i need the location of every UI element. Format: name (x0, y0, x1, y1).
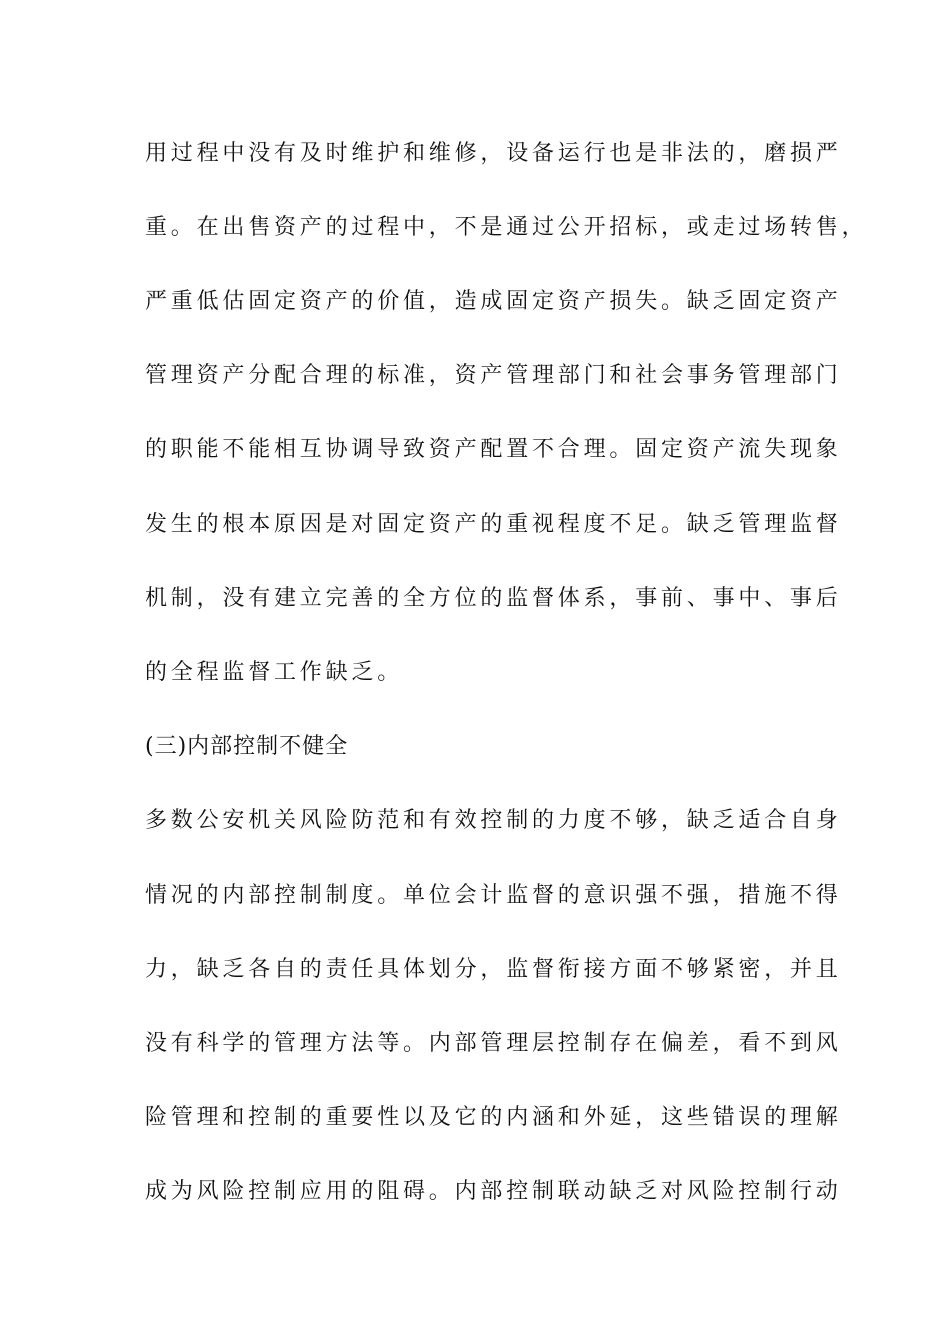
paragraph-line: 情况的内部控制制度。单位会计监督的意识强不强，措施不得 (145, 883, 842, 908)
paragraph-line: 多数公安机关风险防范和有效控制的力度不够，缺乏适合自身 (145, 808, 842, 833)
paragraph-line: 没有科学的管理方法等。内部管理层控制存在偏差，看不到风 (145, 1031, 842, 1056)
paragraph-line: 的全程监督工作缺乏。 (145, 660, 404, 685)
paragraph-line: 成为风险控制应用的阻碍。内部控制联动缺乏对风险控制行动 (145, 1179, 842, 1204)
paragraph-line: 管理资产分配合理的标准，资产管理部门和社会事务管理部门 (145, 363, 842, 388)
paragraph-line: 的职能不能相互协调导致资产配置不合理。固定资产流失现象 (145, 437, 842, 462)
paragraph-line: 严重低估固定资产的价值，造成固定资产损失。缺乏固定资产 (145, 289, 842, 314)
paragraph-line: 险管理和控制的重要性以及它的内涵和外延，这些错误的理解 (145, 1105, 842, 1130)
paragraph-line: 重。在出售资产的过程中，不是通过公开招标，或走过场转售， (145, 215, 868, 240)
paragraph-line: 用过程中没有及时维护和维修，设备运行也是非法的，磨损严 (145, 141, 842, 166)
paragraph-line: 力，缺乏各自的责任具体划分，监督衔接方面不够紧密，并且 (145, 957, 842, 982)
section-heading: (三)内部控制不健全 (145, 734, 349, 759)
paragraph-line: 发生的根本原因是对固定资产的重视程度不足。缺乏管理监督 (145, 512, 842, 537)
paragraph-line: 机制，没有建立完善的全方位的监督体系，事前、事中、事后 (145, 586, 842, 611)
